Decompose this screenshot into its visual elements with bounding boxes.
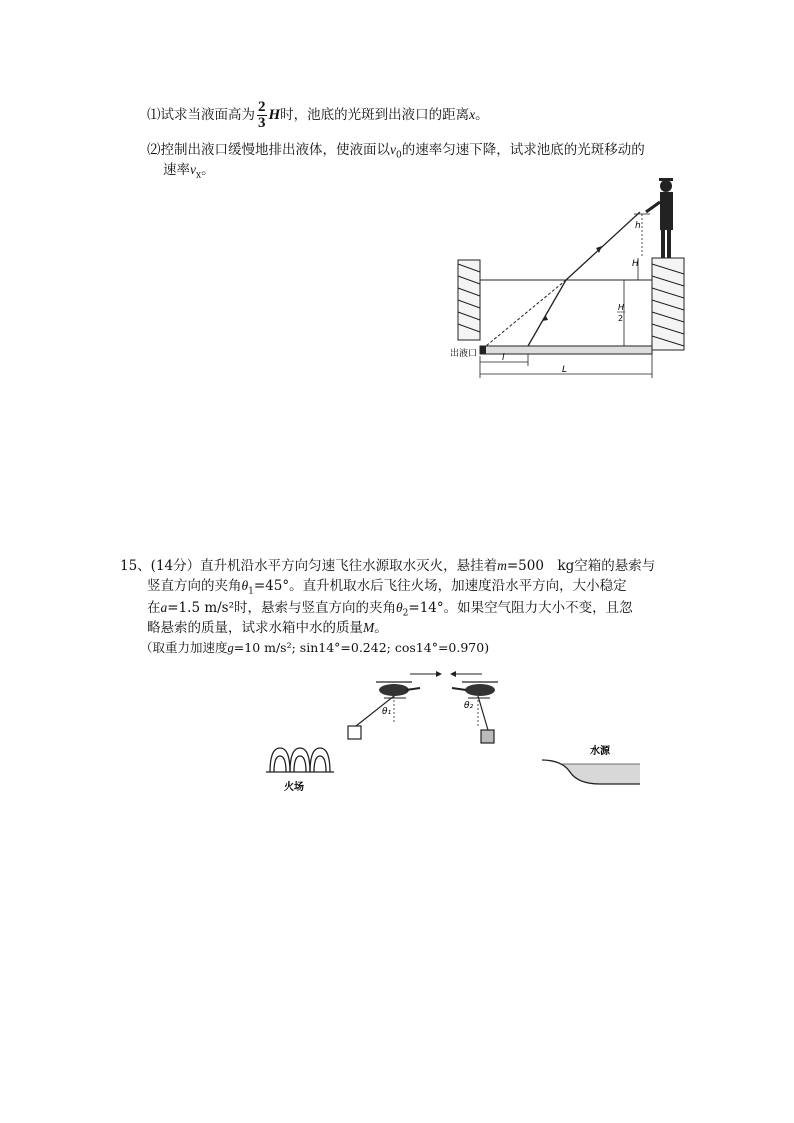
q2-line1-b: 的速率匀速下降，试求池底的光斑移动的: [401, 142, 645, 158]
label-water: 水源: [590, 746, 610, 757]
q1-var-x: x: [469, 107, 476, 122]
q2-line2-a: 速率: [163, 162, 190, 178]
label-H: H: [632, 259, 639, 269]
helicopter-figure: [260, 668, 680, 798]
q1-suffix-a: 时，池底的光斑到出液口的距离: [280, 107, 470, 123]
label-outlet: 出液口: [450, 349, 478, 359]
p15-line4-a: 略悬索的质量，试求水箱中水的质量: [147, 620, 363, 636]
p15-theta2: θ: [396, 600, 403, 615]
q2-line1: [147, 140, 645, 166]
label-theta2: θ₂: [464, 701, 474, 711]
outlet: [480, 346, 486, 354]
label-H2-num: H: [618, 303, 625, 312]
p15-line2-a: 竖直方向的夹角: [147, 578, 242, 594]
observer-icon: [646, 178, 673, 258]
fraction-denominator: 3: [258, 115, 266, 131]
p15-line5-a: （取重力加速度: [140, 640, 228, 655]
label-l: l: [502, 353, 505, 363]
helicopter-1-icon: [376, 682, 420, 698]
left-wall: [458, 260, 480, 340]
p15-line3-c: =14°。如果空气阻力大小不变，且忽: [408, 600, 633, 616]
refracted-ray: [528, 280, 566, 346]
right-wall: [652, 258, 684, 350]
q1-suffix-b: 。: [475, 107, 489, 123]
p15-var-g: g: [227, 641, 234, 655]
water-source-icon: [542, 760, 640, 784]
q1-prefix: ⑴试求当液面高为: [147, 107, 255, 123]
q2-line2-b: 。: [201, 162, 215, 178]
p15-line1-a: 15、(14分）直升机沿水平方向匀速飞往水源取水灭火，悬挂着: [120, 558, 498, 574]
p15-line4-b: 。: [374, 620, 388, 636]
p15-theta1: θ: [241, 578, 249, 593]
q2-sub-x: x: [196, 170, 202, 181]
pool-figure: [450, 172, 690, 382]
q2-sub-0: 0: [396, 150, 402, 161]
p15-line3-a: 在: [147, 600, 161, 616]
q1-var-H: H: [268, 107, 281, 123]
helicopter-2-icon: [452, 682, 498, 698]
p15-var-a: a: [160, 600, 168, 615]
p15-sub-2: 2: [402, 608, 409, 619]
p15-line5: [140, 638, 489, 658]
fire-icon: [266, 748, 334, 772]
label-L: L: [562, 365, 568, 375]
p15-line1: [120, 556, 655, 576]
dashed-extension: [486, 280, 566, 346]
p15-line2-b: =45°。直升机取水后飞往火场，加速度沿水平方向，大小稳定: [253, 578, 627, 594]
p15-sub-1: 1: [248, 586, 254, 597]
q1-line: [147, 100, 489, 131]
fraction-numerator: 2: [258, 99, 266, 115]
label-h: h: [635, 221, 641, 231]
q2-line1-a: ⑵控制出液口缓慢地排出液体，使液面以: [147, 142, 390, 158]
incident-ray: [566, 212, 640, 280]
q2-var-vx: v: [190, 162, 196, 177]
label-H2-den: 2: [618, 314, 624, 323]
pool-bottom: [480, 346, 652, 354]
p15-line3-b: =1.5 m/s²时，悬索与竖直方向的夹角: [167, 600, 397, 616]
p15-var-M: M: [363, 620, 375, 635]
empty-box: [348, 726, 361, 739]
label-fire: 火场: [284, 782, 304, 793]
water-box: [481, 730, 494, 743]
label-theta1: θ₁: [382, 707, 392, 717]
p15-line5-b: =10 m/s²; sin14°=0.242; cos14°=0.970): [233, 640, 490, 655]
p15-var-m: m: [497, 558, 507, 573]
q2-line2: [163, 160, 215, 186]
fraction-two-thirds: [257, 100, 267, 131]
p15-line4: [147, 618, 388, 638]
p15-line1-b: =500 kg空箱的悬索与: [506, 558, 656, 574]
q2-var-v: v: [390, 142, 396, 157]
cable-2: [478, 696, 488, 730]
